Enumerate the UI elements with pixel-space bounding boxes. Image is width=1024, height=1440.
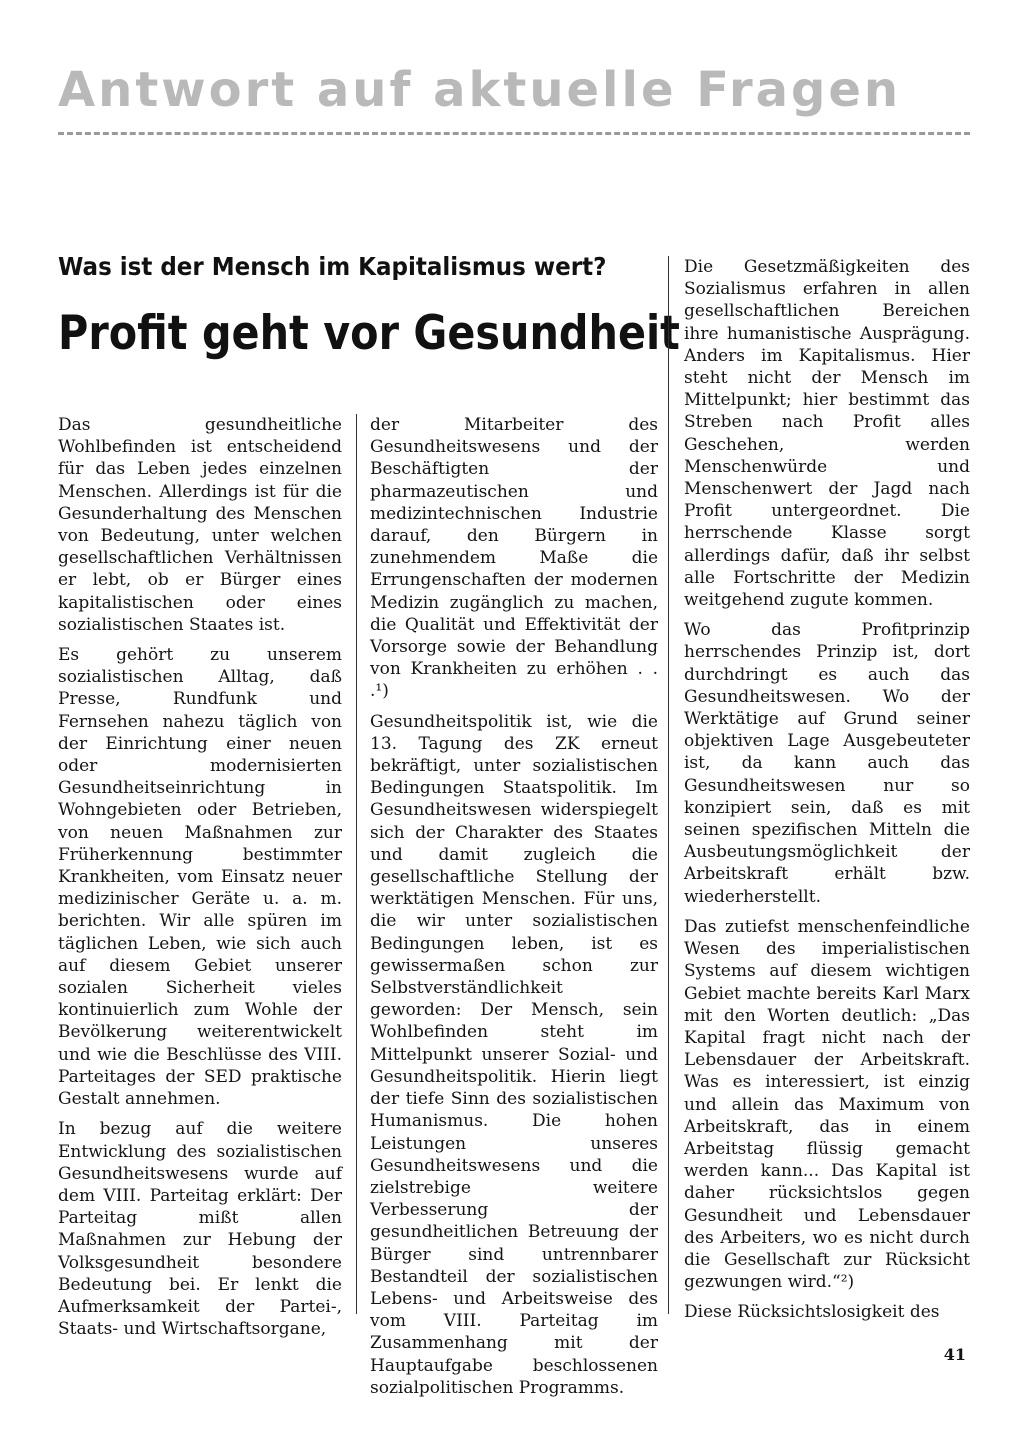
paragraph: Die Gesetzmäßigkeiten des Sozialismus erfahren in allen gesellschaftlichen Bereichen ihre humanistische Ausprägung. Anders im Kapitalismus. Hier steht nicht der Mensch im Mittelpunkt; hier bestimmt das Streben nach Profit alles Geschehen, werden Menschenwürde und Menschenwert der Jagd nach Profit untergeordnet. Die herrschende Klasse sorgt allerdings dafür, daß ihr selbst alle Fortschritte der Medizin weitgehend zugute kommen. — [684, 257, 970, 611]
text-column-3 — [684, 256, 970, 1332]
column-divider — [668, 256, 669, 1314]
paragraph: In bezug auf die weitere Entwicklung des sozialistischen Gesundheitswesens wurde auf dem VIII. Parteitag erklärt: Der Parteitag mißt allen Maßnahmen zur Hebung der Volksgesundheit besondere Bedeutung bei. Er lenkt die Aufmerksamkeit der Partei-, Staats- und Wirtschaftsorgane, — [58, 1119, 342, 1340]
header-divider — [58, 132, 970, 135]
article-kicker: Was ist der Mensch im Kapitalismus wert? — [58, 252, 607, 281]
section-header-title: Antwort auf aktuelle Fragen — [58, 62, 902, 118]
text-column-1 — [58, 414, 342, 1348]
paragraph: Das zutiefst menschenfeindliche Wesen des imperialistischen Systems auf diesem wichtigen Gebiet machte bereits Karl Marx mit den Worten deutlich: „Das Kapital fragt nicht nach der Lebensdauer der Arbeitskraft. Was es interessiert, ist einzig und allein das Maximum von Arbeitskraft, das in einem Arbeitstag flüssig gemacht werden kann... Das Kapital ist daher rücksichtslos gegen Gesundheit und Lebensdauer des Arbeiters, wo es nicht durch die Gesellschaft zur Rücksicht gezwungen wird.“²) — [684, 916, 970, 1293]
text-column-2 — [370, 414, 658, 1407]
paragraph: Wo das Profitprinzip herrschendes Prinzip ist, dort durchdringt es auch das Gesundheitswesen. Wo der Werktätige auf Grund seiner objektiven Lage Ausgebeuteter ist, da kann auch das Gesundheitswesen nur so konzipiert sein, daß es mit seinen spezifischen Mitteln die Ausbeutungsmöglichkeit der Arbeitskraft erhält bzw. wiederherstellt. — [684, 620, 970, 907]
article-headline: Profit geht vor Gesundheit — [58, 306, 680, 361]
page-number: 41 — [943, 1345, 966, 1364]
column-divider — [356, 414, 357, 1314]
paragraph: Diese Rücksichtslosigkeit des — [684, 1302, 940, 1323]
paragraph: der Mitarbeiter des Gesundheitswesens und der Beschäftigten der pharmazeutischen und medizintechnischen Industrie darauf, den Bürgern in zunehmendem Maße die Errungenschaften der modernen Medizin zugänglich zu machen, die Qualität und Effektivität der Vorsorge sowie der Behandlung von Krankheiten zu erhöhen . . .¹) — [370, 415, 658, 702]
paragraph: Das gesundheitliche Wohlbefinden ist entscheidend für das Leben jedes einzelnen Menschen. Allerdings ist für die Gesunderhaltung des Menschen von Bedeutung, unter welchen gesellschaftlichen Verhältnissen er lebt, ob er Bürger eines kapitalistischen oder eines sozialistischen Staates ist. — [58, 415, 342, 635]
paragraph: Gesundheitspolitik ist, wie die 13. Tagung des ZK erneut bekräftigt, unter sozialistischen Bedingungen Staatspolitik. Im Gesundheitswesen widerspiegelt sich der Charakter des Staates und damit zugleich die gesellschaftliche Stellung der werktätigen Menschen. Für uns, die wir unter sozialistischen Bedingungen leben, ist es gewissermaßen schon zur Selbstverständlichkeit geworden: Der Mensch, sein Wohlbefinden steht im Mittelpunkt unserer Sozial- und Gesundheitspolitik. Hierin liegt der tiefe Sinn des sozialistischen Humanismus. Die hohen Leistungen unseres Gesundheitswesens und die zielstrebige weitere Verbesserung der gesundheitlichen Betreuung der Bürger sind untrennbarer Bestandteil der sozialistischen Lebens- und Arbeitsweise des vom VIII. Parteitag im Zusammenhang mit der Hauptaufgabe beschlossenen sozialpolitischen Programms. — [370, 711, 658, 1398]
paragraph: Es gehört zu unserem sozialistischen Alltag, daß Presse, Rundfunk und Fernsehen nahezu täglich von der Einrichtung einer neuen oder modernisierten Gesundheitseinrichtung in Wohngebieten oder Betrieben, von neuen Maßnahmen zur Früherkennung bestimmter Krankheiten, vom Einsatz neuer medizinischer Geräte u. a. m. berichten. Wir alle spüren im täglichen Leben, wie sich auch auf diesem Gebiet unserer sozialen Sicherheit vieles kontinuierlich zum Wohle der Bevölkerung weiterentwickelt und wie die Beschlüsse des VIII. Parteitages der SED praktische Gestalt annehmen. — [58, 645, 342, 1110]
